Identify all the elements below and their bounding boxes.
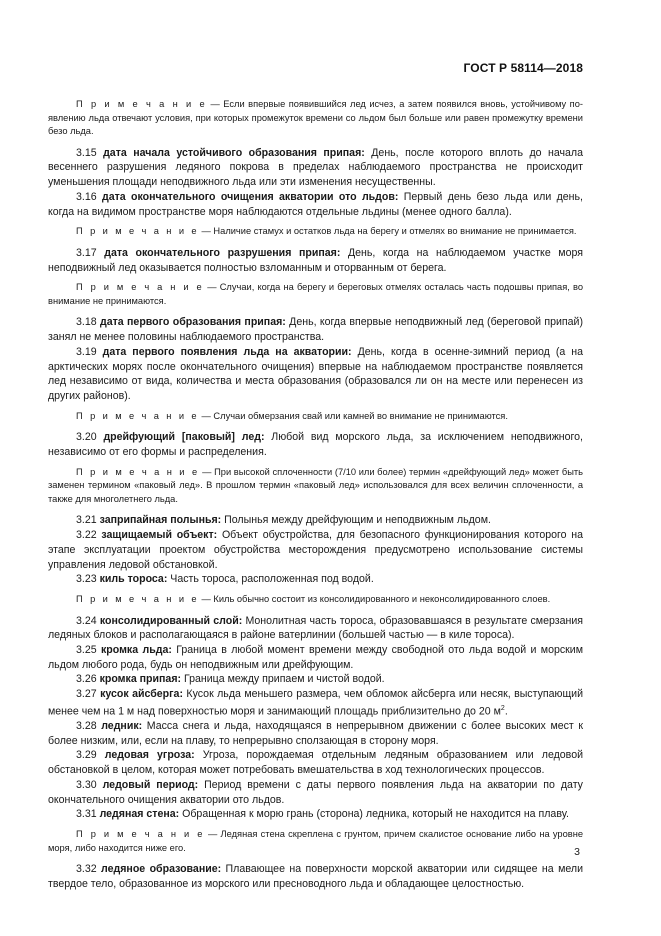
term-entry (48, 778, 583, 807)
note-paragraph (48, 828, 583, 855)
term-entry (48, 345, 583, 404)
term-number: 3.15 (76, 146, 97, 159)
note-label: П р и м е ч а н и е (76, 410, 199, 421)
term-title: защищаемый объект: (101, 529, 218, 542)
note-label: П р и м е ч а н и е (76, 282, 205, 293)
document-id: ГОСТ Р 58114—2018 (463, 61, 583, 75)
term-title: ледник: (101, 720, 143, 733)
note-paragraph (48, 593, 583, 607)
document-body (48, 92, 583, 892)
term-number: 3.20 (76, 431, 97, 444)
term-definition: Граница между припаем и чистой водой. (181, 673, 385, 686)
term-definition: Граница в любой момент времени между свободной ото льда водой и морским льдом любого рода, будь он неподвижным или дрейфующим. (48, 644, 583, 671)
term-definition: Часть тороса, расположенная под водой. (167, 573, 374, 586)
term-definition: Период времени с даты первого появления льда на акватории по дату окончательного очищения акватории ото льдов. (48, 778, 583, 806)
term-number: 3.31 (76, 808, 97, 821)
term-number: 3.19 (76, 345, 97, 358)
superscript: 2 (500, 704, 505, 712)
term-title: дрейфующий [паковый] лед: (103, 431, 265, 444)
term-entry (48, 513, 583, 528)
term-title: кромка льда: (100, 644, 172, 656)
term-definition: Полынья между дрейфующим и неподвижным льдом. (221, 514, 491, 527)
term-definition: Обращенная к морю грань (сторона) ледника, который не находится на плаву. (179, 808, 569, 821)
term-number: 3.25 (76, 644, 97, 656)
note-paragraph (48, 281, 583, 308)
note-label: П р и м е ч а н и е (76, 466, 200, 477)
term-number: 3.32 (76, 863, 97, 876)
term-entry (48, 246, 583, 275)
term-title: ледовая угроза: (104, 749, 195, 762)
term-definition: Объект обустройства, для безопасного функционирования которого на этапе эксплуатации проектом обустройства месторождения предусмотрено использование системы управления ледовой обстановкой. (48, 529, 584, 571)
term-title: заприпайная полынья: (99, 514, 222, 527)
term-definition: Масса снега и льда, находящаяся в непрерывном движении с более высоких мест к более низким, или, если на плаву, то непрерывно сползающая в сторону моря. (48, 720, 583, 747)
term-definition: Кусок льда меньшего размера, чем обломок айсберга или несяк, выступающий менее чем на 1 м над поверхностью моря и занимающий площадь приблизительно до 20 м (48, 688, 583, 718)
term-entry (48, 862, 583, 891)
note-text: — Случаи, когда на берегу и береговых отмелях осталась часть подошвы припая, во внимание не принимаются. (48, 282, 583, 306)
term-number: 3.16 (76, 190, 97, 203)
note-paragraph (48, 225, 583, 239)
term-title: ледяное образование: (101, 863, 222, 876)
term-entry (48, 146, 583, 190)
note-text: — Наличие стамух и остатков льда на берегу и отмелях во внимание не принимается. (198, 226, 577, 237)
note-label: П р и м е ч а н и е (76, 99, 208, 109)
term-definition: Любой вид морского льда, за исключением неподвижного, независимо от его формы и распределения. (48, 431, 583, 458)
term-number: 3.21 (76, 514, 97, 527)
term-entry (48, 190, 583, 219)
note-text: — При высокой сплоченности (7/10 или более) термин «дрейфующий лед» может быть заменен термином «паковый лед». В прошлом термин «паковый лед» использовался для всех величин сплоченности, а также для многолетнего льда. (48, 466, 583, 504)
term-entry (48, 528, 583, 572)
note-text: — Случаи обмерзания свай или камней во внимание не принимаются. (198, 410, 508, 421)
term-entry (48, 672, 583, 687)
term-definition: День, после которого вплоть до начала весеннего разрушения ледяного покрова в пределах наблюдаемого пространства не происходит уменьшения площади неподвижного льда или эти изменения несущественны. (48, 146, 583, 189)
term-number: 3.28 (76, 720, 97, 733)
note-label: П р и м е ч а н и е (76, 594, 199, 604)
term-entry (48, 687, 583, 719)
term-definition: День, когда на наблюдаемом участке моря неподвижный лед оказывается полностью взломанным и оторванным от берега. (48, 246, 583, 274)
term-definition: Первый день безо льда или день, когда на видимом пространстве моря наблюдаются отдельные льдины (менее одного балла). (48, 190, 583, 218)
note-text: — Если впервые появившийся лед исчез, а затем появился вновь, устойчивому по-явлению льда отвечают условия, при которых промежуток времени со льдом был больше или равен промежутку времени безо льда. (48, 99, 583, 137)
term-title: кусок айсберга: (100, 688, 183, 701)
term-title: дата первого появления льда на акватории: (102, 345, 352, 358)
term-definition: Угроза, порождаемая отдельным ледяным образованием или ледовой обстановкой в целом, которая может потребовать вмешательства в ход технологических процессов. (48, 749, 583, 777)
term-number: 3.29 (76, 749, 97, 762)
term-number: 3.23 (76, 573, 97, 586)
term-definition: Монолитная часть тороса, образовавшаяся в результате смерзания ледяных блоков и располагающаяся в районе ватерлинии (большей частью — в киле тороса). (48, 614, 583, 642)
note-text: — Киль обычно состоит из консолидированного и неконсолидированного слоев. (198, 594, 551, 604)
note-paragraph (48, 466, 583, 507)
term-title: дата первого образования припая: (99, 316, 286, 329)
term-entry (48, 614, 583, 643)
note-label: П р и м е ч а н и е (76, 828, 205, 839)
term-title: консолидированный слой: (99, 614, 243, 627)
term-number: 3.26 (76, 673, 97, 686)
term-entry (48, 430, 583, 459)
term-definition: День, когда впервые неподвижный лед (береговой припай) занял не менее половины наблюдаемого пространства. (48, 316, 584, 344)
term-entry (48, 807, 583, 822)
term-entry (48, 748, 583, 777)
term-definition: День, когда в осенне-зимний период (а на арктических морях после окончательного очищения) впервые на наблюдаемом пространстве появляется лед независимо от вида, количества и места образования (образовался ли он на месте или перенесен из других районов). (48, 345, 583, 402)
term-title: ледовый период: (102, 778, 199, 791)
term-entry (48, 643, 583, 672)
note-paragraph (48, 98, 583, 139)
term-title: кромка припая: (99, 673, 182, 686)
note-text: — Ледяная стена скреплена с грунтом, причем скалистое основание либо на уровне моря, либо находится ниже его. (48, 828, 583, 853)
note-label: П р и м е ч а н и е (76, 226, 199, 237)
term-entry (48, 572, 583, 587)
term-title: дата окончательного очищения акватории ото льдов: (101, 190, 399, 203)
term-number: 3.18 (76, 316, 97, 329)
term-number: 3.17 (76, 246, 97, 259)
term-title: киль тороса: (99, 573, 168, 586)
term-entry (48, 719, 583, 748)
term-definition: Плавающее на поверхности морской акватории или сидящее на мели твердое тело, образованное из морского или пресноводного льда и обладающее целостностью. (48, 863, 583, 890)
term-tail: . (504, 705, 508, 718)
term-entry (48, 315, 583, 344)
term-number: 3.30 (76, 778, 97, 791)
term-number: 3.27 (76, 688, 97, 701)
term-title: дата начала устойчивого образования припая: (103, 146, 365, 159)
term-number: 3.22 (76, 529, 97, 542)
term-number: 3.24 (76, 614, 97, 627)
page-number: 3 (574, 846, 580, 858)
term-title: ледяная стена: (99, 808, 180, 821)
note-paragraph (48, 410, 583, 424)
term-title: дата окончательного разрушения припая: (104, 246, 341, 259)
